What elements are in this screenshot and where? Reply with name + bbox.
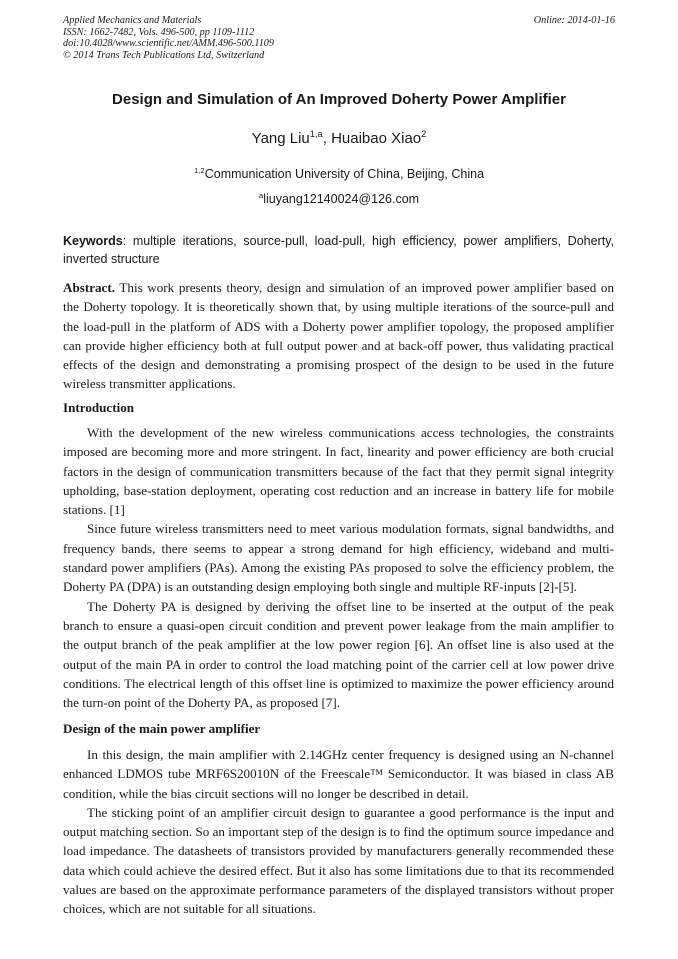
online-date: Online: 2014-01-16 — [533, 15, 615, 26]
paper-title: Design and Simulation of An Improved Doherty Power Amplifier — [112, 91, 566, 108]
paragraph: The Doherty PA is designed by deriving the offset line to be inserted at the output of the peak branch to ensure a quasi-open circuit condition and prevent power leakage from the main amplifier to the output branch of the peak amplifier at the low power region [6]. An offset line is also used at the output of the main PA in order to control the load matching point of the carrier cell at low power drive conditions. The electrical length of this offset line is optimized to maximize the power efficiency around the turn-on point of the Doherty PA, as proposed [7]. — [63, 598, 614, 711]
author-affiliation-mark: 1,a — [309, 129, 323, 139]
copyright-line: © 2014 Trans Tech Publications Ltd, Switzerland — [63, 49, 265, 61]
design-body — [63, 745, 614, 919]
introduction-body — [63, 423, 614, 712]
paragraph: In this design, the main amplifier with 2.14GHz center frequency is designed using an N-channel enhanced LDMOS tube MRF6S20010N of the Freescale™ Semiconductor. It was biased in class AB condition, while the bias circuit sections will no longer be described in detail. — [63, 747, 614, 801]
abstract-text: This work presents theory, design and simulation of an improved power amplifier based on the Doherty topology. It is theoretically shown that, by using multiple iterations of the source-pull and the load-pull in the platform of ADS with a Doherty power amplifier topology, the proposed amplifier can provide higher efficiency both at full output power and at back-off power, thus validating practical effects of the design and demonstrating a promising prospect of the design to be used in the future wireless transmitter applications. — [63, 280, 614, 392]
author-affiliation-mark: 2 — [421, 129, 427, 139]
paragraph: The sticking point of an amplifier circuit design to guarantee a good performance is the input and output matching section. So an important step of the design is to find the optimum source impedance and load impedance. The datasheets of transistors provided by manufacturers generally recommended these data which could achieve the desired effect. But it also has some limitations due to that its recommended values are based on the approximate performance parameters of the displayed transistors without proper choices, which are not suitable for all situations. — [63, 804, 614, 917]
email-mark: a — [258, 190, 264, 200]
email-address: liuyang12140024@126.com — [263, 192, 420, 206]
author-separator: , — [322, 130, 332, 147]
author-line — [0, 130, 678, 147]
keywords — [63, 232, 614, 268]
paragraph: Since future wireless transmitters need to meet various modulation formats, signal bandwidths, and frequency bands, there seems to appear a strong demand for high efficiency, wideband and multi-standard power amplifiers (PAs). Among the existing PAs proposed to solve the efficiency problem, the Doherty PA (DPA) is an outstanding design employing both single and multiple RF-inputs [2]-[5]. — [63, 521, 614, 595]
paragraph: With the development of the new wireless communications access technologies, the constraints imposed are becoming more and more stringent. In fact, linearity and power efficiency are both crucial factors in the design of communication transmitters because of the fact that they permit signal integrity upholding, base-station deployment, operating cost reduction and an increase in battery life for mobile stations. [1] — [63, 425, 614, 518]
keywords-label: Keywords — [63, 234, 123, 248]
section-heading-design: Design of the main power amplifier — [63, 721, 261, 736]
abstract-label: Abstract. — [63, 280, 115, 295]
abstract — [63, 278, 614, 394]
author-name: Huaibao Xiao — [331, 130, 422, 147]
affiliation — [0, 167, 678, 181]
section-heading-introduction: Introduction — [63, 400, 135, 415]
journal-header — [63, 15, 615, 61]
affiliation-mark: 1,2 — [193, 165, 205, 175]
author-name: Yang Liu — [251, 130, 310, 147]
affiliation-text: Communication University of China, Beijing, China — [204, 167, 485, 181]
doi-line: doi:10.4028/www.scientific.net/AMM.496-500.1109 — [63, 38, 274, 49]
email — [0, 192, 678, 206]
journal-name: Applied Mechanics and Materials — [63, 15, 202, 26]
issn-line: ISSN: 1662-7482, Vols. 496-500, pp 1109-1112 — [63, 26, 255, 38]
keywords-text: : multiple iterations, source-pull, load-pull, high efficiency, power amplifiers, Doherty, inverted structure — [63, 234, 614, 266]
